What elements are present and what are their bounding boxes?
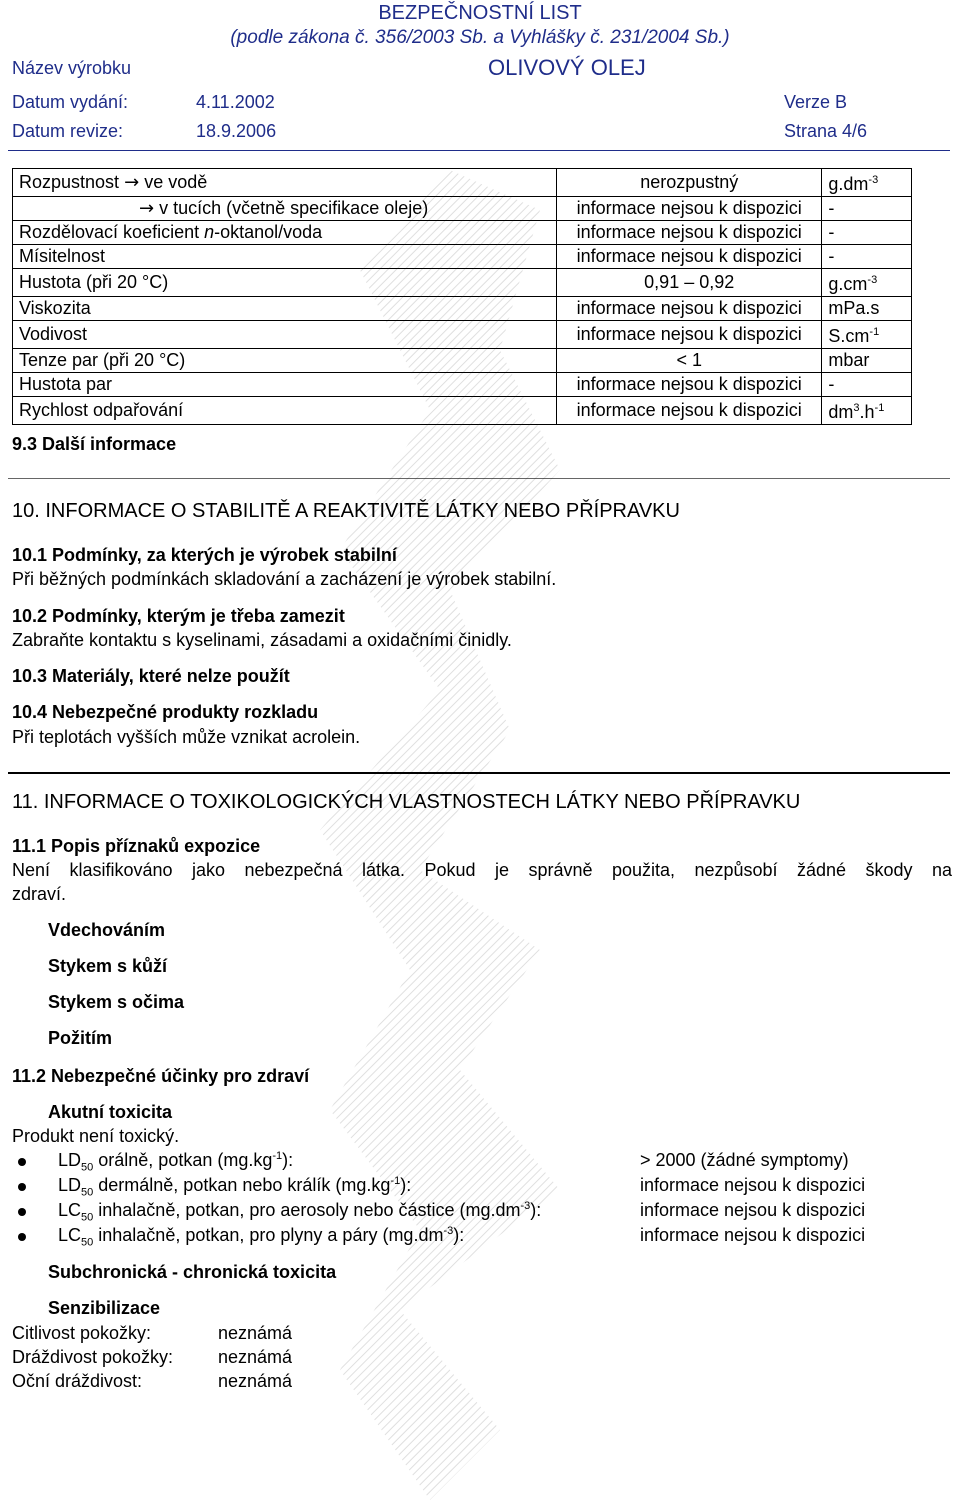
name-part: -oktanol/voda (214, 222, 323, 242)
property-value: informace nejsou k dispozici (557, 221, 822, 245)
unit-exp: -3 (867, 274, 878, 286)
property-unit (822, 397, 912, 425)
name-italic: n (204, 222, 215, 242)
property-name: Vodivost (13, 321, 557, 349)
section-10-4-heading: 10.4 Nebezpečné produkty rozkladu (12, 702, 319, 722)
property-value: informace nejsou k dispozici (557, 321, 822, 349)
route-ingestion: Požitím (48, 1028, 113, 1048)
version: Verze B (784, 92, 848, 112)
unit-exp: -1 (869, 326, 880, 338)
section-10-2-heading: 10.2 Podmínky, kterým je třeba zamezit (12, 606, 345, 626)
sens-label: Citlivost pokožky: (12, 1323, 152, 1343)
item-text: LD (58, 1150, 82, 1170)
property-name: v tucích (včetně specifikace oleje) (159, 198, 429, 218)
table-row (13, 297, 912, 321)
item-text: inhalačně, potkan, pro plyny a páry (mg.dm (93, 1225, 444, 1245)
toxicity-value: informace nejsou k dispozici (640, 1200, 866, 1220)
bullet-icon (18, 1208, 26, 1216)
bullet-icon (18, 1233, 26, 1241)
unit-text: g.cm (828, 274, 868, 294)
property-value: informace nejsou k dispozici (557, 297, 822, 321)
item-sub: 50 (81, 1186, 94, 1199)
property-unit: mPa.s (822, 297, 912, 321)
property-name (13, 221, 557, 245)
unit-text: dm (828, 402, 854, 422)
toxicity-value: > 2000 (žádné symptomy) (640, 1150, 849, 1170)
item-text: LC (58, 1225, 82, 1245)
toxicity-value: informace nejsou k dispozici (640, 1175, 866, 1195)
issue-label: Datum vydání: (12, 92, 129, 112)
item-sub: 50 (81, 1211, 94, 1224)
table-row (13, 321, 912, 349)
item-text: dermálně, potkan nebo králík (mg.kg (93, 1175, 391, 1195)
acute-toxicity-heading: Akutní toxicita (48, 1102, 173, 1122)
page-number: Strana 4/6 (784, 121, 868, 141)
section-10-title: 10. INFORMACE O STABILITĚ A REAKTIVITĚ LÁTKY NEBO PŘÍPRAVKU (12, 500, 680, 522)
section-9-3-heading: 9.3 Další informace (12, 434, 177, 454)
item-sup: -3 (520, 1200, 531, 1212)
property-unit: - (822, 221, 912, 245)
toxicity-item (58, 1150, 293, 1174)
table-row (13, 245, 912, 269)
unit-exp: 3 (853, 402, 860, 414)
item-sub: 50 (81, 1236, 94, 1249)
toxicity-value: informace nejsou k dispozici (640, 1225, 866, 1245)
section-11-title: 11. INFORMACE O TOXIKOLOGICKÝCH VLASTNOSTECH LÁTKY NEBO PŘÍPRAVKU (12, 791, 801, 813)
section-divider (8, 772, 950, 774)
section-10-4-text: Při teplotách vyšších může vznikat acrolein. (12, 727, 361, 747)
issue-date: 4.11.2002 (196, 92, 275, 112)
table-row (13, 269, 912, 297)
item-text: LC (58, 1200, 82, 1220)
property-unit (822, 169, 912, 197)
property-value: informace nejsou k dispozici (557, 373, 822, 397)
property-value: informace nejsou k dispozici (557, 245, 822, 269)
route-eyes: Stykem s očima (48, 992, 185, 1012)
table-row (13, 169, 912, 197)
section-11-1-text-cont: zdraví. (12, 884, 67, 904)
section-11-2-heading: 11.2 Nebezpečné účinky pro zdraví (12, 1066, 310, 1086)
table-row (13, 397, 912, 425)
item-sup: -1 (272, 1150, 283, 1162)
sensitization-heading: Senzibilizace (48, 1298, 161, 1318)
bullet-icon (18, 1183, 26, 1191)
sens-value: neznámá (218, 1347, 293, 1367)
revision-date: 18.9.2006 (196, 121, 277, 141)
property-name: Mísitelnost (13, 245, 557, 269)
item-text: inhalačně, potkan, pro aerosoly nebo částice (mg.dm (93, 1200, 521, 1220)
property-value: informace nejsou k dispozici (557, 397, 822, 425)
property-name: Rozpustnost (19, 172, 120, 192)
item-text: ): (282, 1150, 294, 1170)
section-11-1-text: Není klasifikováno jako nebezpečná látka. Pokud je správně použita, nezpůsobí žádné škody na (12, 860, 952, 880)
product-label: Název výrobku (12, 58, 132, 78)
properties-table (12, 168, 912, 425)
product-name: OLIVOVÝ OLEJ (488, 55, 646, 80)
section-10-3-heading: 10.3 Materiály, které nelze použít (12, 666, 290, 686)
sens-label: Dráždivost pokožky: (12, 1347, 174, 1367)
section-10-1-text: Při běžných podmínkách skladování a zacházení je výrobek stabilní. (12, 569, 557, 589)
property-unit: - (822, 245, 912, 269)
property-name: Hustota par (13, 373, 557, 397)
item-text: orálně, potkan (mg.kg (93, 1150, 273, 1170)
property-unit: - (822, 373, 912, 397)
sens-value: neznámá (218, 1323, 293, 1343)
unit-text: .h (859, 402, 875, 422)
toxicity-item (58, 1225, 464, 1249)
property-unit: mbar (822, 349, 912, 373)
property-unit (822, 269, 912, 297)
route-skin: Stykem s kůží (48, 956, 168, 976)
item-text: LD (58, 1175, 82, 1195)
section-10-1-heading: 10.1 Podmínky, za kterých je výrobek stabilní (12, 545, 397, 565)
document-title: BEZPEČNOSTNÍ LIST (378, 2, 582, 24)
property-name: Rychlost odpařování (13, 397, 557, 425)
sens-value: neznámá (218, 1371, 293, 1391)
property-name: Tenze par (při 20 °C) (13, 349, 557, 373)
unit-exp: -3 (868, 174, 879, 186)
route-inhalation: Vdechováním (48, 920, 166, 940)
unit-exp: -1 (874, 402, 885, 414)
item-sub: 50 (81, 1161, 94, 1174)
header-divider (8, 150, 950, 151)
property-unit: - (822, 197, 912, 221)
section-11-1-heading: 11.1 Popis příznaků expozice (12, 836, 261, 856)
item-text: ): (453, 1225, 465, 1245)
property-name: Hustota (při 20 °C) (13, 269, 557, 297)
acute-toxicity-text: Produkt není toxický. (12, 1126, 180, 1146)
property-value: 0,91 – 0,92 (557, 269, 822, 297)
item-text: ): (400, 1175, 412, 1195)
legal-basis: (podle zákona č. 356/2003 Sb. a Vyhlášky č. 231/2004 Sb.) (230, 27, 730, 48)
arrow-right-icon: → (139, 198, 155, 219)
property-value: < 1 (557, 349, 822, 373)
table-row (13, 197, 912, 221)
unit-text: S.cm (828, 326, 870, 346)
section-10-2-text: Zabraňte kontaktu s kyselinami, zásadami a oxidačními činidly. (12, 630, 512, 650)
unit-text: g.dm (828, 174, 869, 194)
property-name: Viskozita (13, 297, 557, 321)
revision-label: Datum revize: (12, 121, 124, 141)
property-unit (822, 321, 912, 349)
property-subname: ve vodě (144, 172, 208, 192)
bullet-icon (18, 1158, 26, 1166)
item-sup: -3 (443, 1225, 454, 1237)
item-text: ): (530, 1200, 542, 1220)
section-divider (8, 478, 950, 479)
table-row (13, 373, 912, 397)
property-value: informace nejsou k dispozici (557, 197, 822, 221)
subchronic-heading: Subchronická - chronická toxicita (48, 1262, 337, 1282)
toxicity-item (58, 1200, 541, 1224)
table-row (13, 221, 912, 245)
name-part: Rozdělovací koeficient (19, 222, 205, 242)
table-row (13, 349, 912, 373)
item-sup: -1 (390, 1175, 401, 1187)
sens-label: Oční dráždivost: (12, 1371, 143, 1391)
property-value: nerozpustný (557, 169, 822, 197)
arrow-right-icon: → (124, 172, 140, 193)
toxicity-item (58, 1175, 411, 1199)
